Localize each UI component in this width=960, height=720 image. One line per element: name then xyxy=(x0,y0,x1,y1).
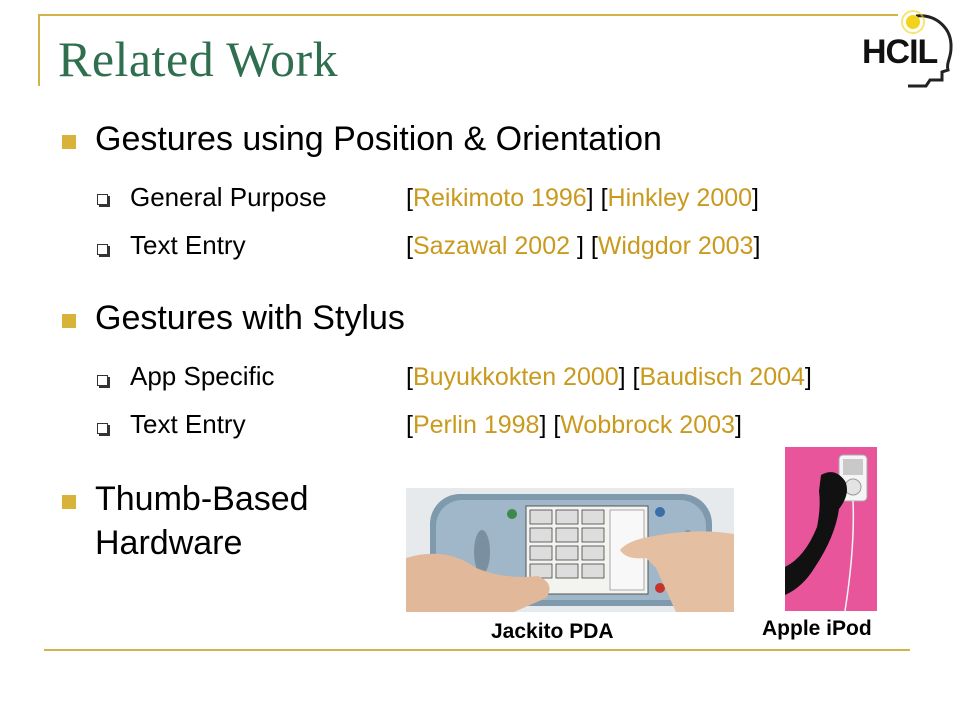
section-2-item-1-refs: [Buyukkokten 2000] [Baudisch 2004] xyxy=(406,363,812,391)
reference-link[interactable]: Buyukkokten 2000 xyxy=(412,363,619,391)
sub-bullet-square xyxy=(97,375,108,386)
apple-ipod-image xyxy=(785,447,877,611)
section-2-item-2-refs: [Perlin 1998] [Wobbrock 2003] xyxy=(406,411,742,439)
pda-caption: Jackito PDA xyxy=(491,620,614,643)
reference-link[interactable]: Widgdor 2003 xyxy=(597,232,754,260)
bottom-divider xyxy=(44,649,910,651)
section-1-item-2-refs: [Sazawal 2002 ] [Widgdor 2003] xyxy=(406,232,761,260)
frame-line-vertical xyxy=(38,14,40,86)
section-3-heading-line-1: Thumb-Based xyxy=(95,480,309,518)
reference-link[interactable]: Perlin 1998 xyxy=(412,411,540,439)
section-1-heading: Gestures using Position & Orientation xyxy=(95,120,662,158)
sub-bullet-square xyxy=(97,244,108,255)
bullet-square xyxy=(62,314,76,328)
slide-title: Related Work xyxy=(58,31,339,87)
section-1-item-2-label: Text Entry xyxy=(130,230,246,260)
reference-link[interactable]: Hinkley 2000 xyxy=(607,184,753,212)
svg-text:HCIL: HCIL xyxy=(862,33,938,71)
section-1-item-1-label: General Purpose xyxy=(130,182,327,212)
ipod-caption: Apple iPod xyxy=(762,617,872,640)
bullet-square xyxy=(62,135,76,149)
reference-link[interactable]: Baudisch 2004 xyxy=(639,363,805,391)
pda-illustration xyxy=(406,488,734,612)
reference-link[interactable]: Wobbrock 2003 xyxy=(560,411,735,439)
bullet-square xyxy=(62,495,76,509)
sub-bullet-square xyxy=(97,194,108,205)
ipod-silhouette-illustration xyxy=(785,447,877,611)
section-2-item-1-label: App Specific xyxy=(130,361,275,391)
reference-link[interactable]: Reikimoto 1996 xyxy=(412,184,587,212)
frame-line-horizontal xyxy=(38,14,898,16)
hcil-logo-icon xyxy=(856,8,956,88)
sub-bullet-square xyxy=(97,423,108,434)
section-1-item-1-refs: [Reikimoto 1996] [Hinkley 2000] xyxy=(406,184,759,212)
section-2-item-2-label: Text Entry xyxy=(130,409,246,439)
section-2-heading: Gestures with Stylus xyxy=(95,299,405,337)
section-3-heading-line-2: Hardware xyxy=(95,524,243,562)
reference-link[interactable]: Sazawal 2002 xyxy=(412,232,577,260)
jackito-pda-image xyxy=(406,488,734,612)
